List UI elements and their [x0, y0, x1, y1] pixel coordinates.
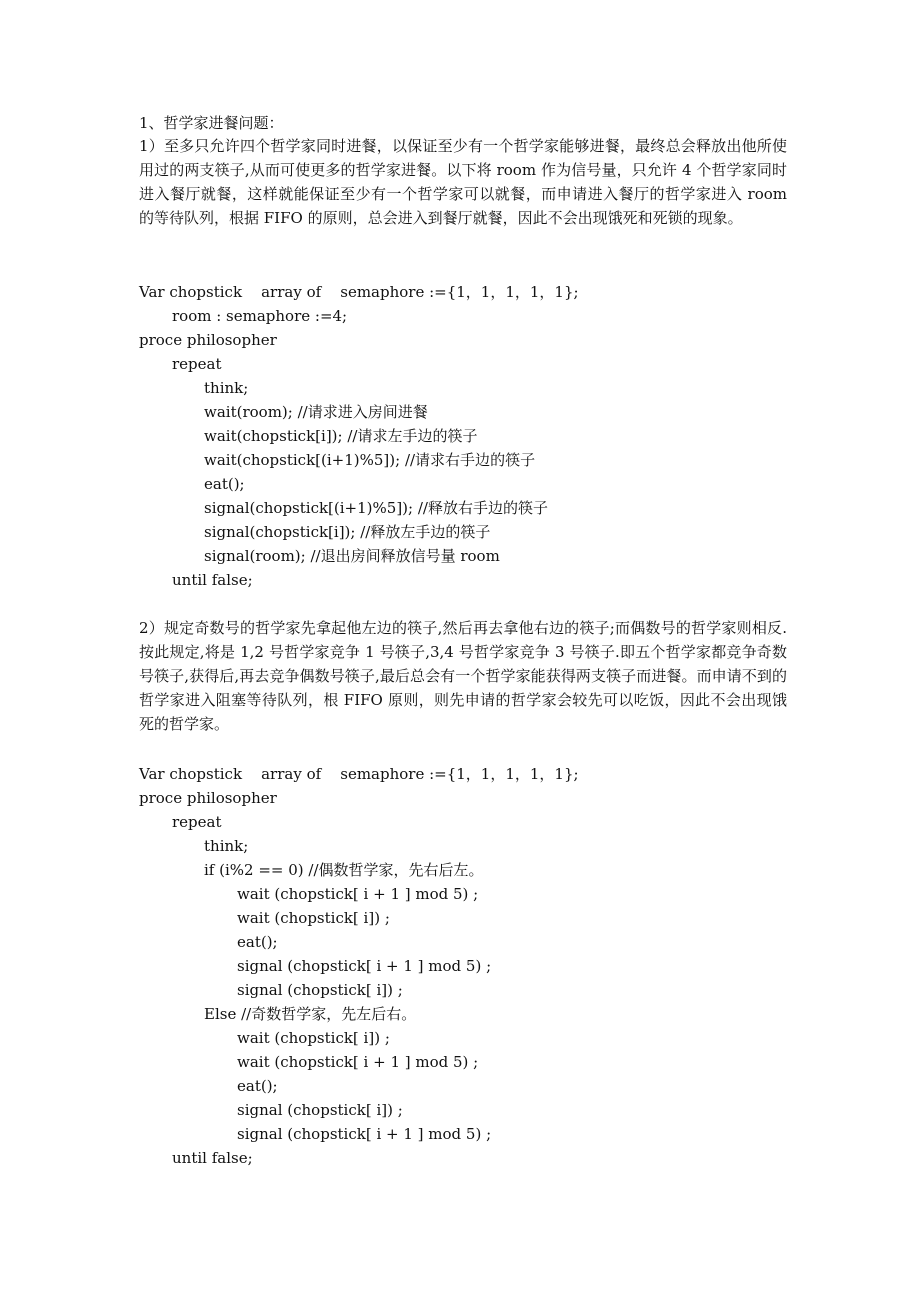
code-line: think;	[204, 837, 249, 855]
code-line: eat();	[204, 475, 245, 493]
code-line: signal(chopstick[i]); //释放左手边的筷子	[204, 523, 491, 541]
code-line: proce philosopher	[139, 331, 277, 349]
paragraph-solution-1: 1）至多只允许四个哲学家同时进餐，以保证至少有一个哲学家能够进餐，最终总会释放出他所使用过的两支筷子,从而可使更多的哲学家进餐。以下将 room 作为信号量，只允许 4 个哲学家同时进入餐厅就餐，这样就能保证至少有一个哲学家可以就餐，而申请进入餐厅的哲学家进入 room 的等待队列，根据 FIFO 的原则，总会进入到餐厅就餐，因此不会出现饿死和死锁的现象。	[139, 137, 787, 227]
code-line: Else //奇数哲学家，先左后右。	[204, 1005, 417, 1023]
code-line: signal(room); //退出房间释放信号量 room	[204, 547, 500, 565]
code-line: think;	[204, 379, 249, 397]
code-line: wait (chopstick[ i]) ;	[237, 909, 390, 927]
code-line: Var chopstick array of semaphore :={1，1，1，1，1};	[139, 765, 579, 783]
code-line: signal(chopstick[(i+1)%5]); //释放右手边的筷子	[204, 499, 548, 517]
code-line: wait(chopstick[i]); //请求左手边的筷子	[204, 427, 478, 445]
code-line: repeat	[172, 355, 222, 373]
code-line: until false;	[172, 1149, 253, 1167]
code-line: wait(chopstick[(i+1)%5]); //请求右手边的筷子	[204, 451, 536, 469]
code-line: signal (chopstick[ i]) ;	[237, 981, 403, 999]
code-line: signal (chopstick[ i]) ;	[237, 1101, 403, 1119]
code-line: until false;	[172, 571, 253, 589]
code-line: if (i%2 == 0) //偶数哲学家，先右后左。	[204, 861, 484, 879]
section-title: 1、哲学家进餐问题：	[139, 114, 284, 132]
code-line: proce philosopher	[139, 789, 277, 807]
code-line: Var chopstick array of semaphore :={1，1，1，1，1};	[139, 283, 579, 301]
code-line: wait(room); //请求进入房间进餐	[204, 403, 428, 421]
code-line: repeat	[172, 813, 222, 831]
code-line: wait (chopstick[ i]) ;	[237, 1029, 390, 1047]
code-line: signal (chopstick[ i + 1 ] mod 5) ;	[237, 957, 492, 975]
code-line: wait (chopstick[ i + 1 ] mod 5) ;	[237, 885, 479, 903]
code-line: room : semaphore :=4;	[172, 307, 348, 325]
code-line: wait (chopstick[ i + 1 ] mod 5) ;	[237, 1053, 479, 1071]
code-line: eat();	[237, 933, 278, 951]
paragraph-solution-2: 2）规定奇数号的哲学家先拿起他左边的筷子,然后再去拿他右边的筷子;而偶数号的哲学家则相反.按此规定,将是 1,2 号哲学家竞争 1 号筷子,3,4 号哲学家竞争 3 号筷子.即五个哲学家都竞争奇数号筷子,获得后,再去竞争偶数号筷子,最后总会有一个哲学家能获得两支筷子而进餐。而申请不到的哲学家进入阻塞等待队列，根 FIFO 原则，则先申请的哲学家会较先可以吃饭，因此不会出现饿死的哲学家。	[139, 619, 787, 733]
code-line: eat();	[237, 1077, 278, 1095]
code-line: signal (chopstick[ i + 1 ] mod 5) ;	[237, 1125, 492, 1143]
